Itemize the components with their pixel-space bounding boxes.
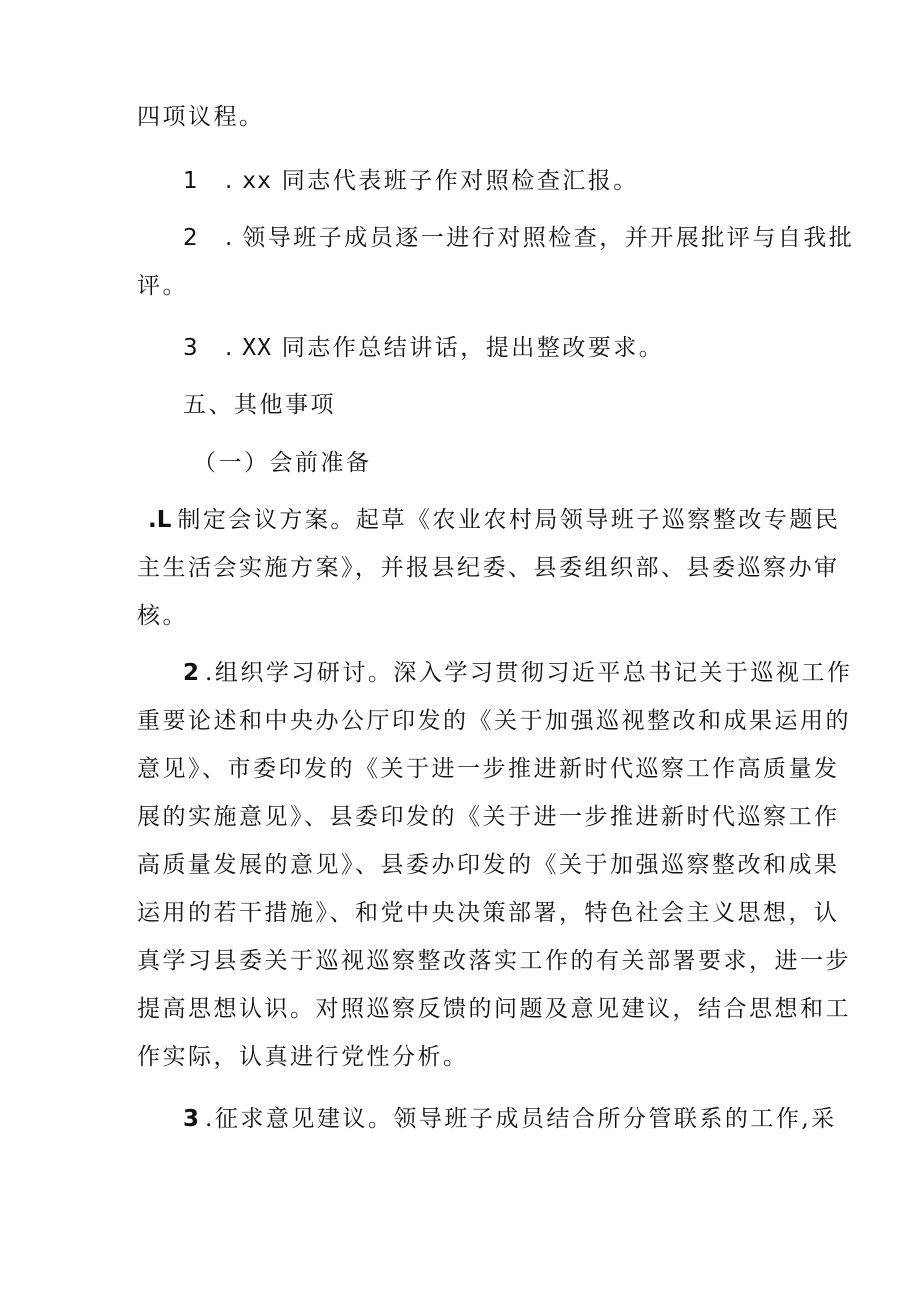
line-text: 评。 — [137, 273, 188, 299]
item-number: 1 . — [183, 168, 243, 194]
line-text: 核。 — [137, 603, 188, 629]
item-text: 同志作总结讲话，提出整改要求。 — [271, 335, 665, 361]
item-name-placeholder: xx — [242, 168, 272, 194]
line-text: 四项议程。 — [137, 104, 265, 130]
item-name-placeholder: XX — [242, 335, 272, 361]
item-number: 3 — [183, 1106, 200, 1132]
paragraph-2-line-3 — [137, 758, 840, 781]
agenda-item-3 — [183, 337, 664, 360]
text-line-1 — [137, 106, 265, 129]
line-text: 展的实施意见》、县委印发的《关于进一步推进新时代巡察工作 — [137, 804, 840, 830]
agenda-item-2 — [183, 227, 854, 250]
paragraph-2-line-1 — [183, 662, 852, 685]
paragraph-2-line-2 — [137, 710, 851, 733]
paragraph-2-line-4 — [137, 806, 840, 829]
heading-text: （一）会前准备 — [193, 450, 372, 476]
line-text: 真学习县委关于巡视巡察整改落实工作的有关部署要求，进一步 — [137, 948, 851, 974]
paragraph-2-line-9 — [137, 1046, 469, 1069]
item-number: 3 . — [183, 335, 243, 361]
text-line-4 — [137, 275, 188, 298]
agenda-item-1 — [183, 170, 639, 193]
subsection-heading — [193, 452, 372, 475]
line-text: 主生活会实施方案》，并报县纪委、县委组织部、县委巡察办审 — [137, 555, 840, 581]
line-text: 高质量发展的意见》、县委办印发的《关于加强巡察整改和成果 — [137, 852, 840, 878]
paragraph-3-line-1 — [183, 1108, 837, 1131]
paragraph-2-line-7 — [137, 950, 851, 973]
item-text: 制定会议方案。起草《农业农村局领导班子巡察整改专题民 — [177, 507, 841, 533]
line-text: 意见》、市委印发的《关于进一步推进新时代巡察工作高质量发 — [137, 756, 840, 782]
item-number: 2 . — [183, 225, 243, 251]
heading-text: 五、其他事项 — [183, 392, 336, 418]
item-text: .组织学习研讨。深入学习贯彻习近平总书记关于巡视工作 — [205, 660, 853, 686]
item-number: 2 — [183, 660, 200, 686]
paragraph-1-line-2 — [137, 557, 840, 580]
line-text: 作实际，认真进行党性分析。 — [137, 1044, 469, 1070]
item-text: .征求意见建议。领导班子成员结合所分管联系的工作,采 — [205, 1106, 837, 1132]
paragraph-2-line-5 — [137, 854, 840, 877]
item-text: 同志代表班子作对照检查汇报。 — [271, 168, 639, 194]
paragraph-1-line-3 — [137, 605, 188, 628]
item-text: 领导班子成员逐一进行对照检查，并开展批评与自我批 — [242, 225, 855, 251]
line-text: 重要论述和中央办公厅印发的《关于加强巡视整改和成果运用的 — [137, 708, 851, 734]
line-text: 提高思想认识。对照巡察反馈的问题及意见建议，结合思想和工 — [137, 996, 851, 1022]
paragraph-2-line-6 — [137, 902, 840, 925]
paragraph-1-line-1 — [148, 509, 840, 532]
section-heading — [183, 394, 336, 417]
paragraph-2-line-8 — [137, 998, 851, 1021]
line-text: 运用的若干措施》、和党中央决策部署，特色社会主义思想，认 — [137, 900, 840, 926]
item-number: .L — [148, 507, 172, 533]
